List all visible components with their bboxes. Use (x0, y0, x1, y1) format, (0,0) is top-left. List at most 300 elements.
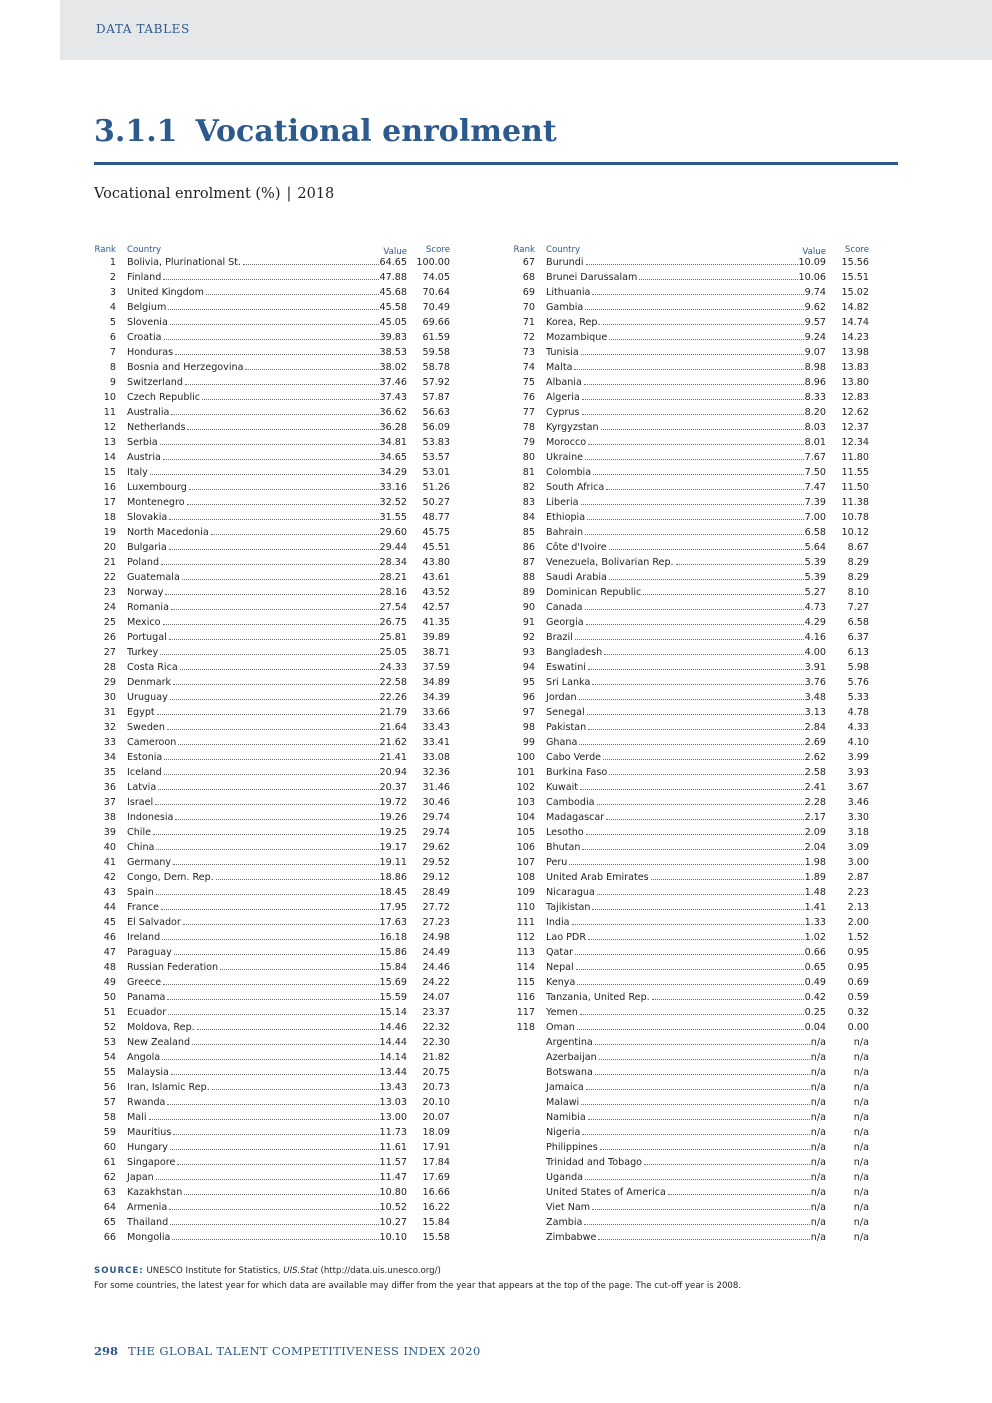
dot-leader (609, 339, 803, 340)
table-row (507, 1125, 869, 1140)
country-cell (535, 617, 826, 628)
rank-cell: 8 (109, 362, 116, 373)
country-name: Argentina (546, 1037, 593, 1048)
score-cell: 16.22 (422, 1202, 450, 1213)
score-cell: 59.58 (422, 347, 450, 358)
dot-leader (173, 1134, 378, 1135)
rank-cell: 19 (103, 527, 116, 538)
rank-cell: 53 (103, 1037, 116, 1048)
table-row (507, 330, 869, 345)
table-row (88, 270, 450, 285)
country-name: Netherlands (127, 422, 186, 433)
score-cell: 33.41 (422, 737, 450, 748)
value-cell: 37.46 (379, 377, 407, 388)
country-cell (116, 467, 407, 478)
value-cell: 13.00 (379, 1112, 407, 1123)
value-cell: 11.61 (379, 1142, 407, 1153)
value-cell: 24.33 (379, 662, 407, 673)
score-cell: 69.66 (422, 317, 450, 328)
score-header: Score (425, 245, 450, 255)
score-cell: 15.02 (841, 287, 869, 298)
score-cell: 15.84 (422, 1217, 450, 1228)
rank-cell: 44 (103, 902, 116, 913)
title-divider (94, 162, 898, 165)
score-cell: 13.80 (841, 377, 869, 388)
value-cell: 9.24 (804, 332, 826, 343)
rank-cell: 26 (103, 632, 116, 643)
table-row (507, 285, 869, 300)
dot-leader (579, 744, 803, 745)
value-cell: 8.03 (804, 422, 826, 433)
country-cell (535, 857, 826, 868)
score-cell: 50.27 (422, 497, 450, 508)
country-name: Uganda (546, 1172, 584, 1183)
score-cell: 12.83 (841, 392, 869, 403)
score-cell: 14.23 (841, 332, 869, 343)
table-row (507, 1215, 869, 1230)
score-cell: 43.52 (422, 587, 450, 598)
rank-cell: 62 (103, 1172, 116, 1183)
section-title: Vocational enrolment (195, 114, 557, 149)
score-cell: 34.39 (422, 692, 450, 703)
value-cell: 25.05 (379, 647, 407, 658)
country-name: Sweden (127, 722, 165, 733)
value-cell: 4.16 (804, 632, 826, 643)
dot-leader (606, 489, 803, 490)
score-cell: 70.49 (422, 302, 450, 313)
country-name: Ukraine (546, 452, 584, 463)
table-row (88, 1095, 450, 1110)
rank-cell: 18 (103, 512, 116, 523)
table-row (507, 1155, 869, 1170)
country-cell (535, 587, 826, 598)
value-cell: 17.95 (379, 902, 407, 913)
dot-leader (183, 924, 379, 925)
score-cell: 4.33 (847, 722, 869, 733)
rank-cell: 15 (103, 467, 116, 478)
country-cell (116, 977, 407, 988)
value-cell: n/a (810, 1217, 826, 1228)
country-cell (535, 827, 826, 838)
country-cell (116, 632, 407, 643)
score-cell: 20.73 (422, 1082, 450, 1093)
country-cell (535, 392, 826, 403)
country-cell (535, 707, 826, 718)
country-name: Iran, Islamic Rep. (127, 1082, 210, 1093)
dot-leader (588, 939, 804, 940)
table-row (507, 990, 869, 1005)
source-text: UNESCO Institute for Statistics, (146, 1266, 281, 1276)
country-cell (535, 497, 826, 508)
value-cell: 13.43 (379, 1082, 407, 1093)
country-cell (535, 1202, 826, 1213)
country-name: Austria (127, 452, 161, 463)
rank-cell: 84 (522, 512, 535, 523)
country-cell (116, 1172, 407, 1183)
value-cell: 4.29 (804, 617, 826, 628)
rank-cell: 47 (103, 947, 116, 958)
table-header (507, 242, 869, 255)
score-cell: 30.46 (422, 797, 450, 808)
dot-leader (187, 504, 379, 505)
score-cell: 24.22 (422, 977, 450, 988)
dot-leader (169, 1209, 378, 1210)
table-row (507, 615, 869, 630)
dot-leader (211, 534, 379, 535)
score-cell: 3.18 (847, 827, 869, 838)
country-cell (116, 902, 407, 913)
rank-cell: 107 (516, 857, 535, 868)
value-cell: 11.47 (379, 1172, 407, 1183)
value-cell: 0.65 (804, 962, 826, 973)
dot-leader (643, 594, 803, 595)
dot-leader (163, 624, 379, 625)
value-cell: 9.74 (804, 287, 826, 298)
dot-leader (245, 369, 378, 370)
score-cell: 38.71 (422, 647, 450, 658)
rank-cell: 41 (103, 857, 116, 868)
country-cell (535, 737, 826, 748)
table-row (88, 735, 450, 750)
country-name: Paraguay (127, 947, 172, 958)
table-row (88, 525, 450, 540)
score-cell: 10.78 (841, 512, 869, 523)
value-cell: n/a (810, 1067, 826, 1078)
country-name: China (127, 842, 155, 853)
table-row (88, 915, 450, 930)
score-cell: 12.37 (841, 422, 869, 433)
value-cell: 15.69 (379, 977, 407, 988)
table-row (507, 870, 869, 885)
table-row (507, 885, 869, 900)
dot-leader (162, 939, 378, 940)
score-cell: 22.32 (422, 1022, 450, 1033)
score-cell: 2.87 (847, 872, 869, 883)
table-row (507, 1095, 869, 1110)
country-name: Bulgaria (127, 542, 167, 553)
dot-leader (609, 549, 804, 550)
score-cell: n/a (853, 1172, 869, 1183)
table-row (507, 1080, 869, 1095)
table-row (507, 1185, 869, 1200)
rank-cell: 17 (103, 497, 116, 508)
country-name: Slovenia (127, 317, 168, 328)
value-cell: 39.83 (379, 332, 407, 343)
country-name: Cameroon (127, 737, 177, 748)
table-row (88, 765, 450, 780)
score-cell: 3.93 (847, 767, 869, 778)
country-cell (535, 287, 826, 298)
country-cell (535, 1172, 826, 1183)
value-cell: 9.57 (804, 317, 826, 328)
value-cell: 10.27 (379, 1217, 407, 1228)
country-name: Cyprus (546, 407, 580, 418)
score-cell: 0.32 (847, 1007, 869, 1018)
rank-cell: 101 (516, 767, 535, 778)
value-cell: n/a (810, 1202, 826, 1213)
rank-cell: 45 (103, 917, 116, 928)
dot-leader (178, 744, 378, 745)
rank-cell: 79 (522, 437, 535, 448)
country-name: Rwanda (127, 1097, 166, 1108)
score-cell: 20.75 (422, 1067, 450, 1078)
country-cell (116, 332, 407, 343)
rank-cell: 39 (103, 827, 116, 838)
table-row (507, 930, 869, 945)
country-name: Panama (127, 992, 166, 1003)
country-name: Nigeria (546, 1127, 581, 1138)
table-subtitle (94, 186, 334, 202)
rank-cell: 70 (522, 302, 535, 313)
country-cell (116, 602, 407, 613)
country-cell (116, 1007, 407, 1018)
score-cell: n/a (853, 1217, 869, 1228)
country-cell (116, 1022, 407, 1033)
country-name: Ireland (127, 932, 161, 943)
dot-leader (597, 804, 804, 805)
ranking-table-right (507, 242, 869, 1245)
table-row (507, 945, 869, 960)
value-cell: 34.81 (379, 437, 407, 448)
rank-cell: 65 (103, 1217, 116, 1228)
dot-leader (169, 519, 378, 520)
table-row (507, 840, 869, 855)
source-note (94, 1266, 441, 1276)
country-cell (116, 1202, 407, 1213)
rank-cell: 64 (103, 1202, 116, 1213)
value-cell: 13.03 (379, 1097, 407, 1108)
value-cell: 1.48 (804, 887, 826, 898)
country-name: Indonesia (127, 812, 174, 823)
publication-title: THE GLOBAL TALENT COMPETITIVENESS INDEX 2020 (128, 1344, 481, 1358)
dot-leader (175, 819, 378, 820)
table-row (507, 1005, 869, 1020)
country-cell (535, 917, 826, 928)
dot-leader (575, 639, 804, 640)
dot-leader (577, 984, 803, 985)
country-name: Egypt (127, 707, 155, 718)
score-cell: 14.74 (841, 317, 869, 328)
rank-cell: 94 (522, 662, 535, 673)
value-cell: 15.84 (379, 962, 407, 973)
value-cell: 0.25 (804, 1007, 826, 1018)
rank-cell: 1 (109, 257, 116, 268)
country-name: Kenya (546, 977, 576, 988)
rank-cell: 57 (103, 1097, 116, 1108)
value-cell: n/a (810, 1142, 826, 1153)
value-cell: 1.41 (804, 902, 826, 913)
dot-leader (156, 1179, 379, 1180)
rank-cell: 48 (103, 962, 116, 973)
value-cell: 7.39 (804, 497, 826, 508)
dot-leader (157, 714, 379, 715)
table-row (507, 675, 869, 690)
country-cell (116, 437, 407, 448)
value-header: Value (802, 247, 826, 257)
value-cell: 7.50 (804, 467, 826, 478)
country-cell (116, 797, 407, 808)
country-name: Botswana (546, 1067, 593, 1078)
score-cell: 4.10 (847, 737, 869, 748)
dot-leader (170, 699, 379, 700)
score-cell: 5.76 (847, 677, 869, 688)
table-row (88, 600, 450, 615)
value-cell: 38.53 (379, 347, 407, 358)
table-row (507, 1170, 869, 1185)
country-cell (116, 647, 407, 658)
country-name: Singapore (127, 1157, 176, 1168)
rank-cell: 33 (103, 737, 116, 748)
table-row (507, 1140, 869, 1155)
table-row (507, 255, 869, 270)
table-row (507, 1050, 869, 1065)
score-cell: 29.74 (422, 812, 450, 823)
country-name: Malawi (546, 1097, 580, 1108)
rank-cell: 55 (103, 1067, 116, 1078)
header-band (60, 0, 992, 60)
rank-cell: 16 (103, 482, 116, 493)
value-cell: n/a (810, 1097, 826, 1108)
country-name: Oman (546, 1022, 575, 1033)
dot-leader (586, 264, 798, 265)
indicator-name: Vocational enrolment (%) (94, 186, 281, 202)
dot-leader (575, 954, 804, 955)
source-url: (http://data.uis.unesco.org/) (320, 1266, 441, 1276)
value-cell: 14.44 (379, 1037, 407, 1048)
table-row (88, 900, 450, 915)
country-cell (116, 692, 407, 703)
rank-cell: 73 (522, 347, 535, 358)
country-cell (535, 1037, 826, 1048)
dot-leader (160, 444, 379, 445)
country-cell (116, 557, 407, 568)
table-row (507, 300, 869, 315)
country-cell (535, 527, 826, 538)
rank-cell: 113 (516, 947, 535, 958)
country-name: Kuwait (546, 782, 579, 793)
country-cell (116, 782, 407, 793)
country-name: Burkina Faso (546, 767, 608, 778)
country-cell (116, 917, 407, 928)
value-cell: 17.63 (379, 917, 407, 928)
score-cell: 24.98 (422, 932, 450, 943)
table-row (507, 435, 869, 450)
country-name: Canada (546, 602, 583, 613)
table-row (507, 1035, 869, 1050)
country-name: Czech Republic (127, 392, 201, 403)
score-cell: 41.35 (422, 617, 450, 628)
dot-leader (180, 669, 379, 670)
rank-cell: 110 (516, 902, 535, 913)
value-cell: 2.09 (804, 827, 826, 838)
value-cell: n/a (810, 1052, 826, 1063)
dot-leader (216, 879, 379, 880)
rank-cell: 81 (522, 467, 535, 478)
value-cell: n/a (810, 1037, 826, 1048)
score-cell: 3.99 (847, 752, 869, 763)
score-cell: 53.83 (422, 437, 450, 448)
table-row (507, 780, 869, 795)
table-row (88, 465, 450, 480)
value-cell: 21.79 (379, 707, 407, 718)
rank-cell: 28 (103, 662, 116, 673)
rank-cell: 30 (103, 692, 116, 703)
value-cell: 2.17 (804, 812, 826, 823)
value-cell: 2.41 (804, 782, 826, 793)
score-cell: 17.84 (422, 1157, 450, 1168)
country-cell (116, 362, 407, 373)
table-row (507, 1110, 869, 1125)
score-cell: 0.95 (847, 947, 869, 958)
table-row (507, 855, 869, 870)
rank-cell: 61 (103, 1157, 116, 1168)
country-name: Chile (127, 827, 152, 838)
value-cell: 10.10 (379, 1232, 407, 1243)
rank-header: Rank (94, 245, 116, 255)
value-cell: 7.67 (804, 452, 826, 463)
dot-leader (588, 1119, 810, 1120)
value-cell: n/a (810, 1187, 826, 1198)
country-cell (535, 467, 826, 478)
table-row (88, 1035, 450, 1050)
country-name: France (127, 902, 159, 913)
value-cell: 20.94 (379, 767, 407, 778)
value-cell: 26.75 (379, 617, 407, 628)
dot-leader (588, 444, 803, 445)
score-cell: 7.27 (847, 602, 869, 613)
rank-cell: 96 (522, 692, 535, 703)
score-cell: 21.82 (422, 1052, 450, 1063)
country-cell (116, 392, 407, 403)
score-cell: 57.87 (422, 392, 450, 403)
score-cell: 13.83 (841, 362, 869, 373)
value-cell: 28.16 (379, 587, 407, 598)
score-cell: n/a (853, 1142, 869, 1153)
country-cell (535, 647, 826, 658)
country-cell (116, 497, 407, 508)
table-row (88, 930, 450, 945)
table-row (88, 660, 450, 675)
country-cell (535, 902, 826, 913)
rank-cell: 105 (516, 827, 535, 838)
value-cell: n/a (810, 1127, 826, 1138)
score-cell: 10.12 (841, 527, 869, 538)
country-cell (116, 932, 407, 943)
dot-leader (586, 834, 804, 835)
value-cell: 15.86 (379, 947, 407, 958)
country-name: Gambia (546, 302, 584, 313)
table-row (507, 390, 869, 405)
dot-leader (581, 504, 804, 505)
score-cell: 3.67 (847, 782, 869, 793)
score-cell: 53.57 (422, 452, 450, 463)
country-name: India (546, 917, 570, 928)
rank-cell: 80 (522, 452, 535, 463)
country-cell (116, 347, 407, 358)
country-cell (116, 662, 407, 673)
rank-cell: 78 (522, 422, 535, 433)
score-cell: 53.01 (422, 467, 450, 478)
country-cell (535, 872, 826, 883)
table-header (88, 242, 450, 255)
country-name: Bahrain (546, 527, 584, 538)
dot-leader (576, 969, 804, 970)
rank-cell: 68 (522, 272, 535, 283)
rank-cell: 82 (522, 482, 535, 493)
country-cell (116, 827, 407, 838)
country-cell (116, 1187, 407, 1198)
table-row (88, 540, 450, 555)
